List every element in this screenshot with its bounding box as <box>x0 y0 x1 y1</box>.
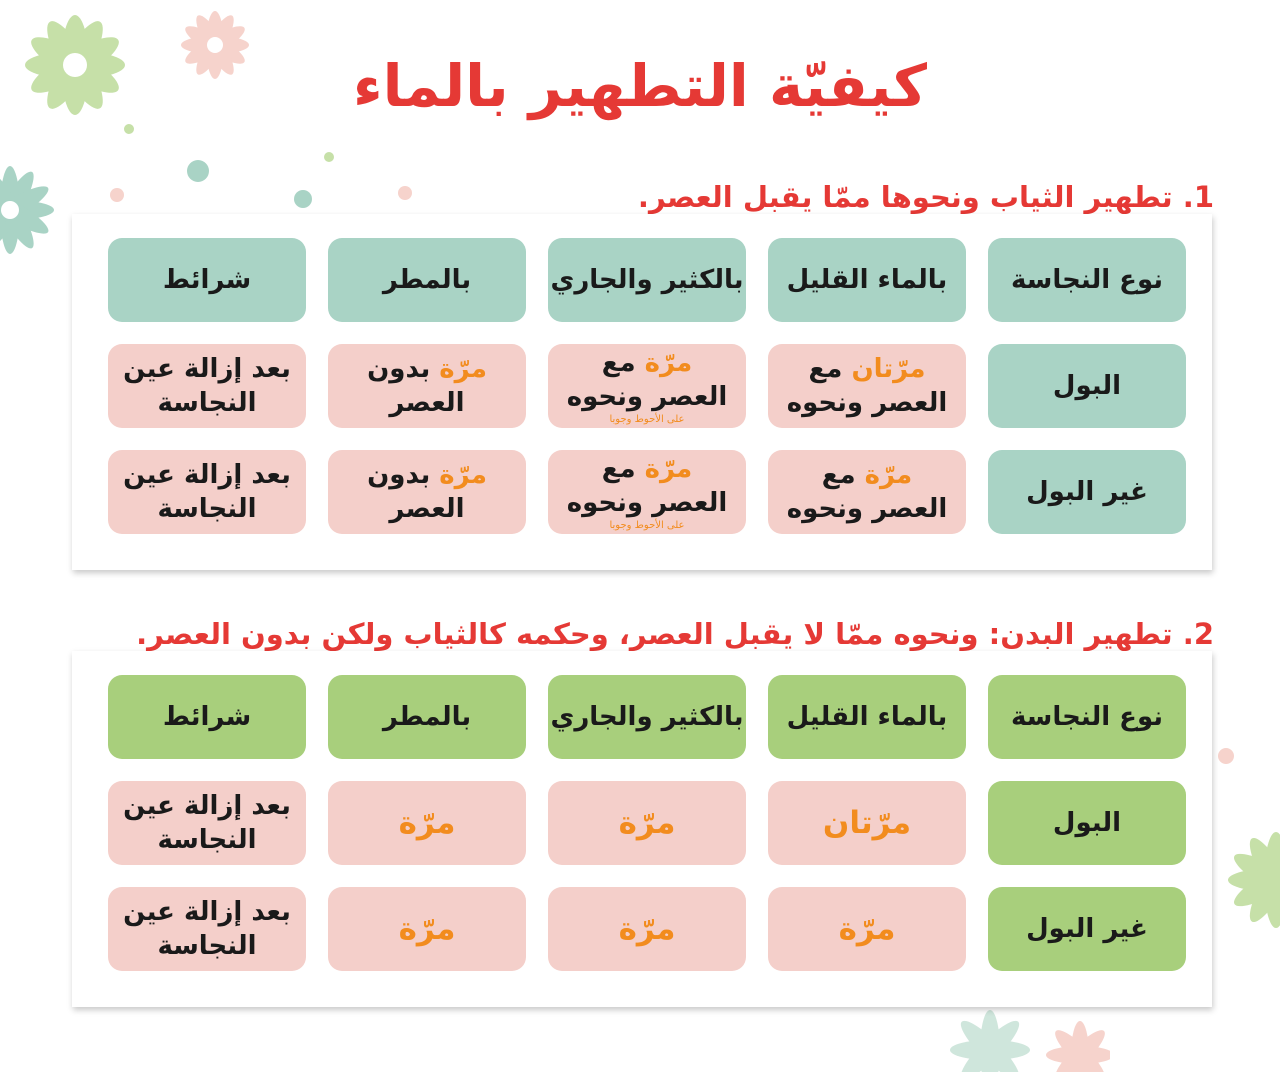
header-qalil: بالماء القليل <box>768 238 966 322</box>
precaution-note: على الأحوط وجوبا <box>609 520 685 531</box>
cell-matar: مرّة <box>328 781 526 865</box>
row-type-non-urine: غير البول <box>988 450 1186 534</box>
cell-matar: مرّة بدون العصر <box>328 450 526 534</box>
dot-decoration <box>398 186 412 200</box>
header-type: نوع النجاسة <box>988 675 1186 759</box>
section1-heading: 1. تطهير الثياب ونحوها ممّا يقبل العصر. <box>637 180 1214 214</box>
cell-shart: بعد إزالة عين النجاسة <box>108 450 306 534</box>
precaution-note: على الأحوط وجوبا <box>609 414 685 425</box>
cell-kathir: مرّة <box>548 781 746 865</box>
header-type: نوع النجاسة <box>988 238 1186 322</box>
dot-decoration <box>1218 748 1234 764</box>
cell-qalil: مرّتان مع العصر ونحوه <box>768 344 966 428</box>
row-type-urine: البول <box>988 781 1186 865</box>
cell-matar: مرّة <box>328 887 526 971</box>
header-matar: بالمطر <box>328 675 526 759</box>
cell-shart: بعد إزالة عين النجاسة <box>108 887 306 971</box>
header-qalil: بالماء القليل <box>768 675 966 759</box>
dot-decoration <box>110 188 124 202</box>
cell-qalil: مرّتان <box>768 781 966 865</box>
page-title: كيفيّة التطهير بالماء <box>353 52 927 120</box>
cell-shart: بعد إزالة عين النجاسة <box>108 344 306 428</box>
dot-decoration <box>187 160 209 182</box>
header-kathir: بالكثير والجاري <box>548 675 746 759</box>
cell-kathir: مرّة مع العصر ونحوه على الأحوط وجوبا <box>548 344 746 428</box>
cell-matar: مرّة بدون العصر <box>328 344 526 428</box>
section1-table <box>72 214 1212 570</box>
row-type-non-urine: غير البول <box>988 887 1186 971</box>
cell-qalil: مرّة مع العصر ونحوه <box>768 450 966 534</box>
section2-table <box>72 651 1212 1007</box>
section2-heading: 2. تطهير البدن: ونحوه ممّا لا يقبل العصر، وحكمه كالثياب ولكن بدون العصر. <box>136 617 1214 651</box>
header-kathir: بالكثير والجاري <box>548 238 746 322</box>
cell-kathir: مرّة <box>548 887 746 971</box>
dot-decoration <box>294 190 312 208</box>
dot-decoration <box>124 124 134 134</box>
cell-kathir: مرّة مع العصر ونحوه على الأحوط وجوبا <box>548 450 746 534</box>
dot-decoration <box>324 152 334 162</box>
header-shart: شرائط <box>108 675 306 759</box>
header-shart: شرائط <box>108 238 306 322</box>
cell-shart: بعد إزالة عين النجاسة <box>108 781 306 865</box>
flower-decoration-bottom <box>930 1000 1110 1072</box>
row-type-urine: البول <box>988 344 1186 428</box>
header-matar: بالمطر <box>328 238 526 322</box>
flower-decoration-teal <box>0 140 80 280</box>
cell-qalil: مرّة <box>768 887 966 971</box>
